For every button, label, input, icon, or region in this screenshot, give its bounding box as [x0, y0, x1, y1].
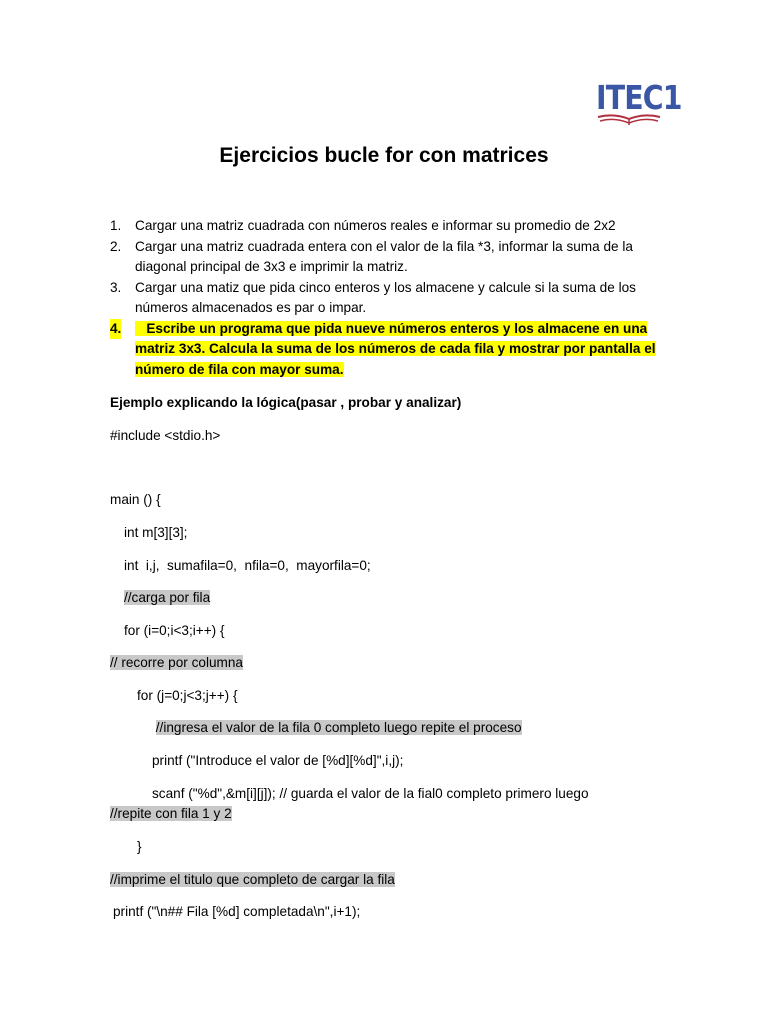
exercise-text-highlighted [135, 321, 656, 377]
code-comment-repite: //repite con fila 1 y 2 [110, 806, 232, 821]
exercise-text: Cargar una matriz cuadrada con números reales e informar su promedio de 2x2 [135, 218, 616, 233]
code-comment-carga: //carga por fila [124, 590, 211, 605]
exercise-item-4 [110, 319, 670, 381]
exercise-item-3 [110, 278, 670, 319]
code-line-scanf: scanf ("%d",&m[i][j]); // guarda el valor de la fial0 completo primero luego [152, 786, 589, 801]
code-comment-imprime: //imprime el titulo que completo de cargar la fila [110, 872, 395, 887]
book-icon [596, 114, 662, 126]
exercise-number: 4. [110, 319, 121, 340]
exercise-text: Cargar una matiz que pida cinco enteros y los almacene y calcule si la suma de los números almacenados es par o impar. [135, 279, 636, 315]
code-line-main: main () { [110, 492, 161, 507]
code-line-include: #include <stdio.h> [110, 428, 221, 443]
itec1-logo [596, 78, 682, 126]
exercise-number: 1. [110, 218, 122, 233]
code-line-printf-introduce: printf ("Introduce el valor de [%d][%d]",i,j); [152, 753, 404, 768]
code-comment-ingresa: //ingresa el valor de la fila 0 completo luego repite el proceso [155, 720, 522, 735]
example-heading: Ejemplo explicando la lógica(pasar , probar y analizar) [110, 395, 462, 410]
page-title: Ejercicios bucle for con matrices [219, 144, 549, 167]
exercise-number: 2. [110, 238, 122, 254]
code-line-close-brace: } [137, 839, 142, 854]
exercise-item-1 [110, 216, 670, 237]
code-line-printf-fila: printf ("\n## Fila [%d] completada\n",i+1); [113, 904, 361, 919]
code-line-matrix-decl: int m[3][3]; [124, 525, 188, 540]
code-line-vars-decl: int i,j, sumafila=0, nfila=0, mayorfila=0; [124, 558, 371, 573]
exercise-item-2 [110, 237, 670, 278]
code-line-for-j: for (j=0;j<3;j++) { [137, 688, 238, 703]
exercise-text: Cargar una matriz cuadrada entera con el valor de la fila *3, informar la suma de la diagonal principal de 3x3 e imprimir la matriz. [135, 238, 633, 274]
code-comment-columna: // recorre por columna [110, 655, 243, 670]
logo-text: ITEC1 [596, 78, 682, 117]
exercise-number: 3. [110, 279, 122, 295]
code-line-for-i: for (i=0;i<3;i++) { [124, 623, 225, 638]
exercise-list [110, 216, 670, 380]
exercise-text: Escribe un programa que pida nueve números enteros y los almacene en una matriz 3x3. Calcula la suma de los números de cada fila y mostrar por pantalla el número de fila con mayor suma. [135, 320, 656, 377]
